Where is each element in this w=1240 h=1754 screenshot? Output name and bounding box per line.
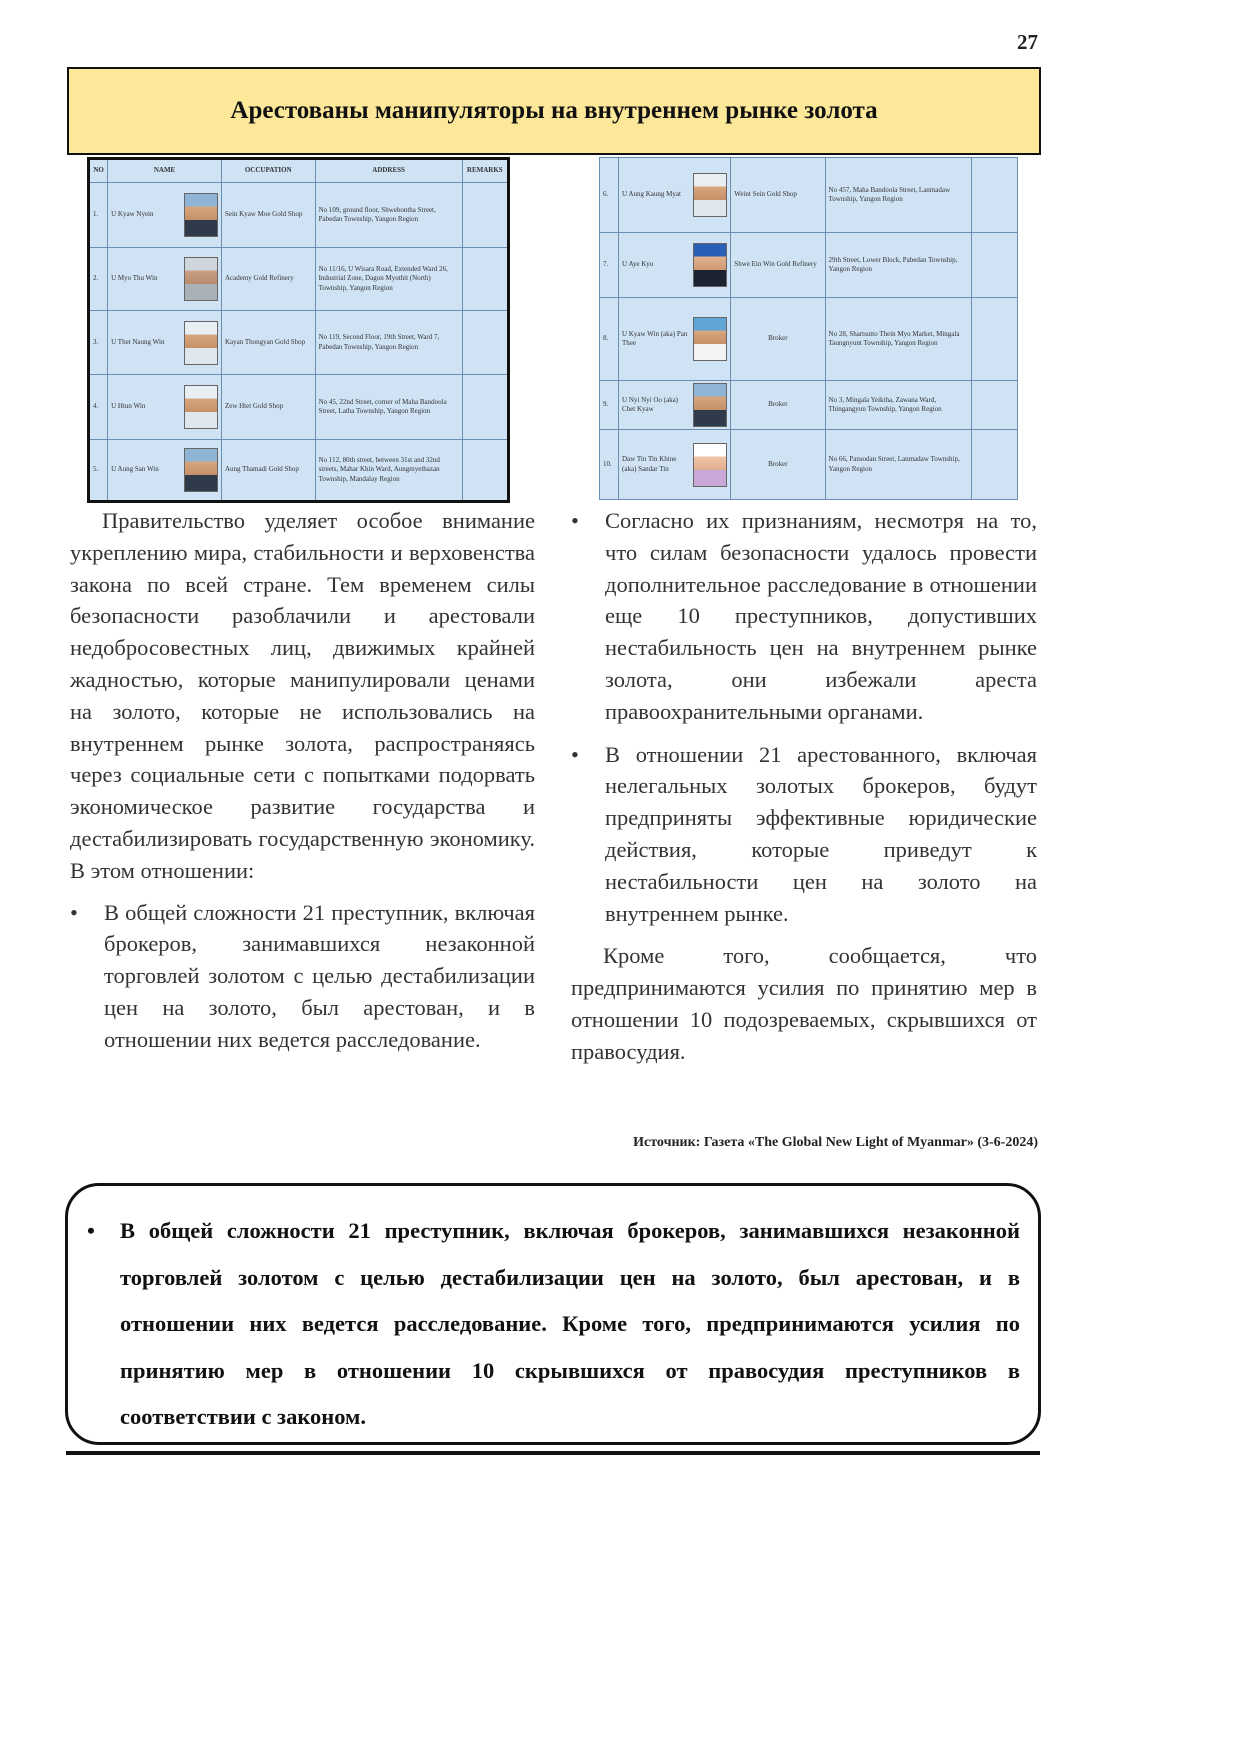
person-photo [693, 243, 727, 287]
row-remarks [971, 158, 1017, 233]
table-row [600, 158, 1018, 233]
intro-paragraph: Правительство уделяет особое внимание укреплению мира, стабильности и верховенства закона по всей стране. Тем временем силы безопасности разоблачили и арестовали недобросовестных лиц, движимых крайней жадностью, которые манипулировали ценами на золото, которые не использовались на внутреннем рынке золота, распространяясь через социальные сети с попытками подорвать экономическое развитие государства и дестабилизировать государственную экономику. В этом отношении: [70, 508, 535, 883]
row-remarks [462, 183, 508, 248]
row-name: U Myo Thu Win [111, 274, 158, 283]
row-occupation: Kayan Thongyan Gold Shop [221, 311, 315, 375]
row-occupation: Academy Gold Refinery [221, 248, 315, 311]
row-name: U Aung Kaung Myat [622, 190, 681, 199]
row-name-cell [108, 440, 222, 502]
right-text-column [571, 505, 1037, 1078]
table-row [600, 233, 1018, 298]
page-number: 27 [1017, 30, 1038, 54]
row-no: 10. [600, 430, 619, 500]
table-row [600, 381, 1018, 430]
row-name-cell [619, 381, 731, 430]
row-occupation: Zew Htet Gold Shop [221, 375, 315, 440]
source-citation: Источник: Газета «The Global New Light of Myanmar» (3-6-2024) [633, 1135, 1038, 1150]
row-address: No 3, Mingala Yeiktha, Zawana Ward, Thingangyun Township, Yangon Region [825, 381, 971, 430]
header-remarks: REMARKS [462, 159, 508, 183]
row-no: 8. [600, 298, 619, 381]
row-remarks [462, 375, 508, 440]
row-name-cell [619, 233, 731, 298]
row-no: 2. [89, 248, 108, 311]
table-header-row [89, 159, 509, 183]
row-name: U Aye Kyu [622, 260, 654, 269]
row-name: U Kyaw Win (aka) Pan Thee [622, 329, 688, 347]
person-photo [693, 317, 727, 361]
row-address: No 66, Pansodan Street, Lanmadaw Township, Yangon Region [825, 430, 971, 500]
bullet-item: • В отношении 21 арестованного, включая нелегальных золотых брокеров, будут предприняты эффективные юридические действия, которые приведут к нестабильности цен на золото на внутреннем рынке. [571, 739, 1037, 930]
row-occupation: Shwe Ein Win Gold Refinery [731, 233, 825, 298]
row-name: U Aung San Win [111, 465, 159, 474]
row-remarks [462, 311, 508, 375]
row-remarks [462, 248, 508, 311]
person-photo [184, 448, 218, 492]
article-title-banner [67, 67, 1041, 155]
person-photo [184, 193, 218, 237]
row-name-cell [619, 158, 731, 233]
row-no: 1. [89, 183, 108, 248]
header-occupation: OCCUPATION [221, 159, 315, 183]
person-photo [184, 321, 218, 365]
person-photo [693, 173, 727, 217]
row-address: No 112, 80th street, between 31st and 32nd streets, Mahar Khin Ward, Aungmyethazan Township, Mandalay Region [315, 440, 462, 502]
row-remarks [462, 440, 508, 502]
row-no: 9. [600, 381, 619, 430]
row-occupation: Sein Kyaw Moe Gold Shop [221, 183, 315, 248]
right-bullet-list [571, 505, 1037, 929]
row-remarks [971, 298, 1017, 381]
row-name: U Thet Naung Win [111, 337, 165, 346]
left-bullet-list [70, 897, 535, 1056]
bullet-item: • В общей сложности 21 преступник, включая брокеров, занимавшихся незаконной торговлей золотом с целью дестабилизации цен на золото, был арестован, и в отношении них ведется расследование. [70, 897, 535, 1056]
header-address: ADDRESS [315, 159, 462, 183]
row-address: No 45, 22nd Street, corner of Maha Bandoola Street, Latha Township, Yangon Region [315, 375, 462, 440]
bottom-divider [66, 1451, 1040, 1455]
closing-paragraph: Кроме того, сообщается, что предпринимаются усилия по принятию мер в отношении 10 подозреваемых, скрывшихся от правосудия. [571, 943, 1037, 1064]
row-remarks [971, 381, 1017, 430]
row-name: U Kyaw Nyein [111, 210, 154, 219]
table-row [600, 298, 1018, 381]
table-row [89, 440, 509, 502]
row-address: No 457, Maha Bandoola Street, Lanmadaw Township, Yangon Region [825, 158, 971, 233]
row-occupation: Weint Sein Gold Shop [731, 158, 825, 233]
header-name: NAME [108, 159, 222, 183]
row-remarks [971, 430, 1017, 500]
table-row [89, 183, 509, 248]
person-photo [184, 257, 218, 301]
row-no: 6. [600, 158, 619, 233]
row-no: 7. [600, 233, 619, 298]
person-photo [184, 385, 218, 429]
arrested-persons-table-left [87, 157, 510, 503]
summary-text: • В общей сложности 21 преступник, включая брокеров, занимавшихся незаконной торговлей золотом с целью дестабилизации цен на золото, был арестован, и в отношении них ведется расследование. Кроме того, предпринимаются усилия по принятию мер в отношении 10 скрывшихся от правосудия преступников в соответствии с законом. [120, 1208, 1020, 1441]
row-occupation: Broker [731, 298, 825, 381]
row-name: U Nyi Nyi Oo (aka) Chet Kyaw [622, 395, 679, 413]
row-name-cell [108, 311, 222, 375]
row-address: No 119, Second Floor, 19th Street, Ward 7, Pabedan Township, Yangon Region [315, 311, 462, 375]
row-name: Daw Tin Tin Khine (aka) Sandar Tin [622, 455, 677, 473]
row-name: U Htun Win [111, 402, 146, 411]
row-name-cell [108, 183, 222, 248]
row-name-cell [108, 248, 222, 311]
row-name-cell [108, 375, 222, 440]
row-address: No 109, ground floor, Shwebontha Street, Pabedan Township, Yangon Region [315, 183, 462, 248]
left-text-column [70, 505, 535, 1067]
table-row [89, 375, 509, 440]
row-occupation: Aung Thamadi Gold Shop [221, 440, 315, 502]
person-photo [693, 383, 727, 427]
row-address: No 11/16, U Wisara Road, Extended Ward 26, Industrial Zone, Dagon Myothit (North) Township, Yangon Region [315, 248, 462, 311]
table-row [89, 248, 509, 311]
summary-box [65, 1183, 1041, 1445]
row-occupation: Broker [731, 430, 825, 500]
row-name-cell [619, 298, 731, 381]
article-title: Арестованы манипуляторы на внутреннем рынке золота [230, 97, 878, 124]
row-address: No 28, Shartsutto Thein Myo Market, Mingala Taungnyunt Township, Yangon Region [825, 298, 971, 381]
summary-list [120, 1208, 1020, 1441]
row-occupation: Broker [731, 381, 825, 430]
row-name-cell [619, 430, 731, 500]
person-photo [693, 443, 727, 487]
row-no: 3. [89, 311, 108, 375]
row-no: 4. [89, 375, 108, 440]
header-no: NO [89, 159, 108, 183]
row-no: 5. [89, 440, 108, 502]
bullet-item: • Согласно их признаниям, несмотря на то, что силам безопасности удалось провести дополнительное расследование в отношении еще 10 преступников, допустивших нестабильность цен на внутреннем рынке золота, они избежали ареста правоохранительными органами. [571, 505, 1037, 728]
row-address: 29th Street, Lower Block, Pabedan Township, Yangon Region [825, 233, 971, 298]
arrested-persons-table-right [599, 157, 1018, 500]
row-remarks [971, 233, 1017, 298]
table-row [89, 311, 509, 375]
table-row [600, 430, 1018, 500]
